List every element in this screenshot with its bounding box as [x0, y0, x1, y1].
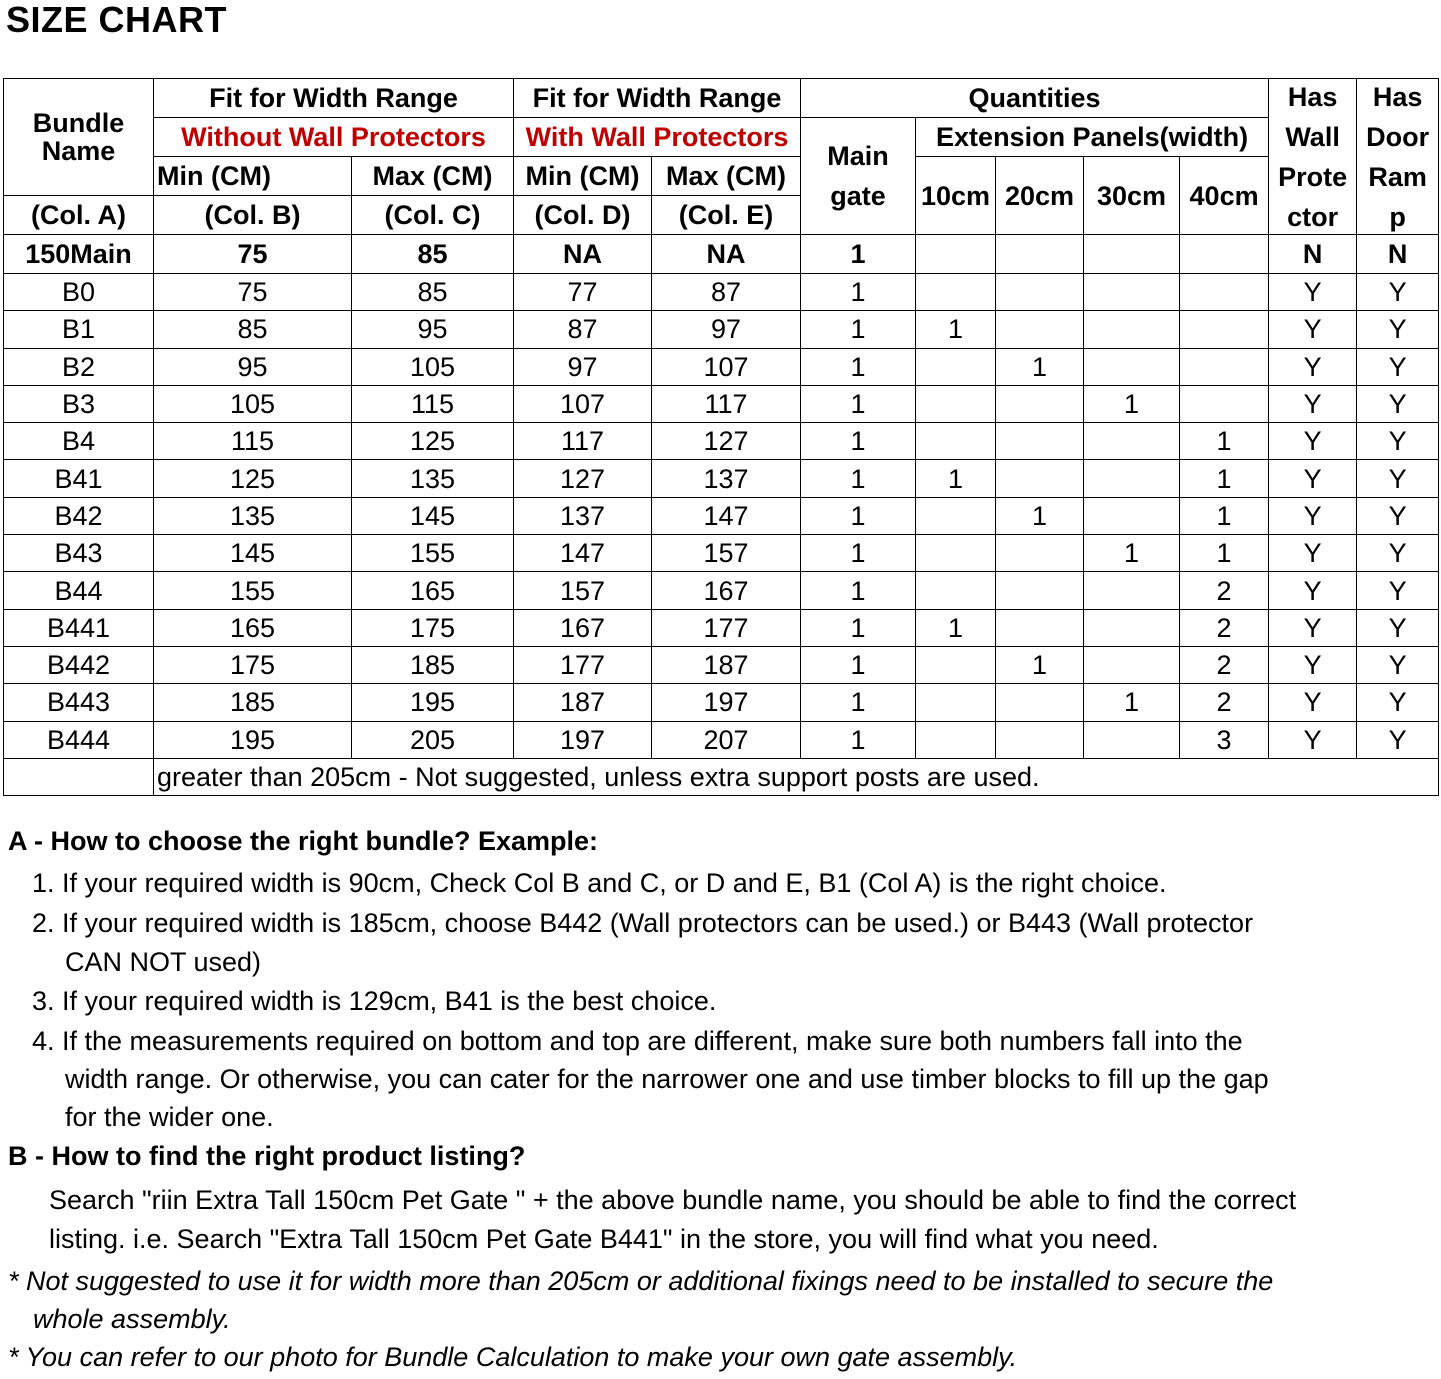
header-has-door-ramp: Has Door Ram p	[1357, 79, 1439, 235]
cell-max-without: 115	[352, 385, 514, 422]
cell-ext-30cm	[1084, 311, 1180, 348]
header-min-cm-b: Min (CM)	[154, 157, 352, 196]
cell-min-with: 107	[514, 385, 652, 422]
cell-min-with: 147	[514, 535, 652, 572]
cell-main-gate: 1	[801, 535, 916, 572]
section-b-line-2: listing. i.e. Search "Extra Tall 150cm Pet Gate B441" in the store, you will find what you need.	[49, 1224, 1159, 1254]
cell-min-with: 87	[514, 311, 652, 348]
cell-min-with: 137	[514, 497, 652, 534]
table-row	[4, 572, 1439, 609]
cell-max-without: 135	[352, 460, 514, 497]
cell-ext-40cm: 1	[1180, 423, 1269, 460]
cell-ext-20cm: 1	[996, 646, 1084, 683]
cell-ext-30cm	[1084, 572, 1180, 609]
table-row	[4, 274, 1439, 311]
cell-ext-20cm	[996, 311, 1084, 348]
cell-min-without: 145	[154, 535, 352, 572]
table-row	[4, 646, 1439, 683]
header-fit-range-without: Fit for Width Range	[154, 79, 514, 118]
header-col-d: (Col. D)	[514, 196, 652, 235]
cell-min-with: 157	[514, 572, 652, 609]
section-a-item-3: 3. If your required width is 129cm, B41 is the best choice.	[32, 986, 717, 1016]
cell-ext-20cm	[996, 385, 1084, 422]
table-row	[4, 460, 1439, 497]
cell-max-without: 205	[352, 721, 514, 758]
cell-ext-40cm: 2	[1180, 609, 1269, 646]
header-max-cm-e: Max (CM)	[652, 157, 801, 196]
cell-has-wall-protector: Y	[1269, 646, 1357, 683]
table-row	[4, 721, 1439, 758]
header-extension-panels: Extension Panels(width)	[916, 118, 1269, 157]
footer-note: greater than 205cm - Not suggested, unless extra support posts are used.	[154, 758, 1439, 795]
cell-main-gate: 1	[801, 646, 916, 683]
cell-ext-40cm: 2	[1180, 684, 1269, 721]
cell-ext-40cm: 2	[1180, 572, 1269, 609]
cell-max-with: 87	[652, 274, 801, 311]
cell-ext-10cm	[916, 646, 996, 683]
cell-main-gate: 1	[801, 572, 916, 609]
cell-has-door-ramp: Y	[1357, 535, 1439, 572]
cell-bundle-name: B2	[4, 348, 154, 385]
section-a-item-2-cont: CAN NOT used)	[65, 947, 262, 977]
table-row	[4, 497, 1439, 534]
cell-bundle-name: B3	[4, 385, 154, 422]
cell-has-door-ramp: Y	[1357, 497, 1439, 534]
cell-main-gate: 1	[801, 348, 916, 385]
table-row	[4, 348, 1439, 385]
cell-min-with: 77	[514, 274, 652, 311]
cell-bundle-name: B444	[4, 721, 154, 758]
page-title: SIZE CHART	[6, 0, 227, 40]
cell-ext-30cm: 1	[1084, 535, 1180, 572]
cell-bundle-name: B0	[4, 274, 154, 311]
footnote-1-cont: whole assembly.	[33, 1304, 231, 1334]
cell-ext-30cm	[1084, 348, 1180, 385]
cell-max-without: 165	[352, 572, 514, 609]
cell-ext-40cm: 1	[1180, 497, 1269, 534]
cell-ext-30cm: 1	[1084, 684, 1180, 721]
cell-has-wall-protector: Y	[1269, 609, 1357, 646]
cell-ext-20cm	[996, 572, 1084, 609]
cell-ext-20cm	[996, 721, 1084, 758]
cell-main-gate: 1	[801, 684, 916, 721]
table-row	[4, 609, 1439, 646]
cell-ext-20cm	[996, 235, 1084, 274]
cell-ext-20cm	[996, 460, 1084, 497]
cell-ext-10cm: 1	[916, 609, 996, 646]
header-ext-30cm: 30cm	[1084, 157, 1180, 235]
header-ext-10cm: 10cm	[916, 157, 996, 235]
table-row	[4, 235, 1439, 274]
table-row	[4, 684, 1439, 721]
cell-ext-10cm	[916, 721, 996, 758]
cell-ext-20cm	[996, 535, 1084, 572]
cell-ext-40cm	[1180, 235, 1269, 274]
cell-ext-30cm	[1084, 460, 1180, 497]
cell-ext-20cm: 1	[996, 497, 1084, 534]
cell-max-without: 155	[352, 535, 514, 572]
cell-ext-40cm: 1	[1180, 535, 1269, 572]
header-ext-40cm: 40cm	[1180, 157, 1269, 235]
section-a-item-2: 2. If your required width is 185cm, choose B442 (Wall protectors can be used.) or B443 (Wall protector	[32, 908, 1254, 938]
cell-has-wall-protector: Y	[1269, 348, 1357, 385]
cell-min-without: 95	[154, 348, 352, 385]
cell-main-gate: 1	[801, 274, 916, 311]
cell-has-door-ramp: Y	[1357, 609, 1439, 646]
cell-ext-40cm	[1180, 385, 1269, 422]
cell-has-door-ramp: Y	[1357, 460, 1439, 497]
cell-has-door-ramp: Y	[1357, 721, 1439, 758]
section-b-heading: B - How to find the right product listing?	[8, 1141, 526, 1171]
section-a-item-4-cont-2: for the wider one.	[65, 1102, 274, 1132]
cell-bundle-name: B42	[4, 497, 154, 534]
cell-has-door-ramp: N	[1357, 235, 1439, 274]
cell-max-with: 187	[652, 646, 801, 683]
header-min-cm-d: Min (CM)	[514, 157, 652, 196]
header-col-e: (Col. E)	[652, 196, 801, 235]
cell-has-door-ramp: Y	[1357, 311, 1439, 348]
cell-has-door-ramp: Y	[1357, 385, 1439, 422]
cell-min-without: 75	[154, 235, 352, 274]
cell-ext-10cm	[916, 572, 996, 609]
cell-has-wall-protector: Y	[1269, 423, 1357, 460]
cell-min-with: 187	[514, 684, 652, 721]
cell-min-without: 185	[154, 684, 352, 721]
cell-ext-10cm: 1	[916, 460, 996, 497]
cell-min-with: NA	[514, 235, 652, 274]
section-a-heading: A - How to choose the right bundle? Example:	[8, 826, 599, 856]
section-a-item-4-cont-1: width range. Or otherwise, you can cater for the narrower one and use timber blocks to fill up the gap	[65, 1064, 1269, 1094]
cell-main-gate: 1	[801, 721, 916, 758]
cell-min-with: 177	[514, 646, 652, 683]
cell-ext-30cm	[1084, 497, 1180, 534]
cell-ext-10cm	[916, 274, 996, 311]
table-row	[4, 311, 1439, 348]
cell-ext-10cm	[916, 684, 996, 721]
cell-ext-20cm	[996, 609, 1084, 646]
cell-has-wall-protector: Y	[1269, 572, 1357, 609]
cell-ext-30cm	[1084, 235, 1180, 274]
cell-bundle-name: B44	[4, 572, 154, 609]
cell-has-door-ramp: Y	[1357, 646, 1439, 683]
cell-has-wall-protector: Y	[1269, 311, 1357, 348]
cell-ext-20cm: 1	[996, 348, 1084, 385]
cell-ext-30cm	[1084, 646, 1180, 683]
cell-bundle-name: B41	[4, 460, 154, 497]
cell-max-without: 195	[352, 684, 514, 721]
cell-min-without: 85	[154, 311, 352, 348]
cell-main-gate: 1	[801, 460, 916, 497]
cell-max-with: NA	[652, 235, 801, 274]
header-without-wall-protectors: Without Wall Protectors	[154, 118, 514, 157]
cell-main-gate: 1	[801, 385, 916, 422]
cell-bundle-name: B1	[4, 311, 154, 348]
cell-ext-40cm: 2	[1180, 646, 1269, 683]
table-body	[4, 235, 1439, 759]
cell-max-with: 177	[652, 609, 801, 646]
cell-ext-10cm: 1	[916, 311, 996, 348]
table-row	[4, 535, 1439, 572]
cell-ext-10cm	[916, 235, 996, 274]
cell-max-with: 137	[652, 460, 801, 497]
cell-max-without: 125	[352, 423, 514, 460]
cell-ext-40cm	[1180, 348, 1269, 385]
cell-max-with: 157	[652, 535, 801, 572]
cell-main-gate: 1	[801, 609, 916, 646]
header-col-c: (Col. C)	[352, 196, 514, 235]
cell-ext-40cm: 1	[1180, 460, 1269, 497]
cell-min-with: 97	[514, 348, 652, 385]
header-main-gate: Main gate	[801, 118, 916, 235]
cell-main-gate: 1	[801, 311, 916, 348]
table-row	[4, 423, 1439, 460]
cell-ext-30cm	[1084, 609, 1180, 646]
cell-main-gate: 1	[801, 423, 916, 460]
cell-ext-10cm	[916, 385, 996, 422]
cell-has-wall-protector: N	[1269, 235, 1357, 274]
cell-ext-30cm	[1084, 721, 1180, 758]
cell-max-with: 147	[652, 497, 801, 534]
cell-has-door-ramp: Y	[1357, 572, 1439, 609]
cell-min-without: 195	[154, 721, 352, 758]
cell-max-without: 105	[352, 348, 514, 385]
cell-max-with: 107	[652, 348, 801, 385]
cell-ext-30cm	[1084, 423, 1180, 460]
cell-max-without: 85	[352, 274, 514, 311]
cell-ext-20cm	[996, 423, 1084, 460]
cell-has-wall-protector: Y	[1269, 684, 1357, 721]
size-chart-table	[3, 78, 1439, 796]
cell-main-gate: 1	[801, 235, 916, 274]
cell-bundle-name: B4	[4, 423, 154, 460]
cell-min-with: 127	[514, 460, 652, 497]
footer-empty-cell	[4, 758, 154, 795]
header-col-a: (Col. A)	[4, 196, 154, 235]
cell-max-without: 145	[352, 497, 514, 534]
cell-ext-40cm	[1180, 274, 1269, 311]
cell-max-without: 85	[352, 235, 514, 274]
cell-bundle-name: B443	[4, 684, 154, 721]
cell-max-with: 127	[652, 423, 801, 460]
header-quantities: Quantities	[801, 79, 1269, 118]
cell-max-without: 175	[352, 609, 514, 646]
cell-ext-10cm	[916, 535, 996, 572]
footnote-1: * Not suggested to use it for width more than 205cm or additional fixings need to be installed to secure the	[8, 1266, 1274, 1296]
cell-min-without: 175	[154, 646, 352, 683]
cell-max-with: 117	[652, 385, 801, 422]
cell-ext-30cm: 1	[1084, 385, 1180, 422]
cell-has-door-ramp: Y	[1357, 423, 1439, 460]
cell-has-wall-protector: Y	[1269, 460, 1357, 497]
cell-min-with: 167	[514, 609, 652, 646]
cell-ext-40cm	[1180, 311, 1269, 348]
cell-bundle-name: 150Main	[4, 235, 154, 274]
cell-min-without: 135	[154, 497, 352, 534]
cell-min-without: 75	[154, 274, 352, 311]
cell-max-with: 207	[652, 721, 801, 758]
header-fit-range-with: Fit for Width Range	[514, 79, 801, 118]
cell-has-door-ramp: Y	[1357, 348, 1439, 385]
footnote-2: * You can refer to our photo for Bundle Calculation to make your own gate assembly.	[8, 1342, 1018, 1372]
cell-has-wall-protector: Y	[1269, 274, 1357, 311]
header-max-cm-c: Max (CM)	[352, 157, 514, 196]
cell-max-with: 97	[652, 311, 801, 348]
header-col-b: (Col. B)	[154, 196, 352, 235]
cell-main-gate: 1	[801, 497, 916, 534]
section-b-line-1: Search "riin Extra Tall 150cm Pet Gate " + the above bundle name, you should be able to find the correct	[49, 1185, 1297, 1215]
header-ext-20cm: 20cm	[996, 157, 1084, 235]
cell-has-wall-protector: Y	[1269, 385, 1357, 422]
section-a-item-4: 4. If the measurements required on bottom and top are different, make sure both numbers fall into the	[32, 1026, 1243, 1056]
cell-ext-30cm	[1084, 274, 1180, 311]
cell-max-without: 95	[352, 311, 514, 348]
cell-ext-10cm	[916, 497, 996, 534]
cell-min-without: 155	[154, 572, 352, 609]
cell-max-with: 197	[652, 684, 801, 721]
cell-min-without: 105	[154, 385, 352, 422]
cell-bundle-name: B43	[4, 535, 154, 572]
cell-ext-10cm	[916, 423, 996, 460]
cell-min-with: 117	[514, 423, 652, 460]
cell-min-without: 165	[154, 609, 352, 646]
cell-min-without: 125	[154, 460, 352, 497]
cell-ext-40cm: 3	[1180, 721, 1269, 758]
header-with-wall-protectors: With Wall Protectors	[514, 118, 801, 157]
cell-has-door-ramp: Y	[1357, 274, 1439, 311]
cell-min-with: 197	[514, 721, 652, 758]
header-bundle-name: Bundle Name	[4, 79, 154, 196]
cell-has-wall-protector: Y	[1269, 535, 1357, 572]
cell-max-without: 185	[352, 646, 514, 683]
cell-min-without: 115	[154, 423, 352, 460]
cell-max-with: 167	[652, 572, 801, 609]
table-row	[4, 385, 1439, 422]
cell-bundle-name: B441	[4, 609, 154, 646]
cell-bundle-name: B442	[4, 646, 154, 683]
section-a-item-1: 1. If your required width is 90cm, Check Col B and C, or D and E, B1 (Col A) is the right choice.	[32, 868, 1167, 898]
cell-ext-10cm	[916, 348, 996, 385]
cell-ext-20cm	[996, 684, 1084, 721]
cell-ext-20cm	[996, 274, 1084, 311]
cell-has-wall-protector: Y	[1269, 497, 1357, 534]
cell-has-door-ramp: Y	[1357, 684, 1439, 721]
header-has-wall-protector: Has Wall Prote ctor	[1269, 79, 1357, 235]
cell-has-wall-protector: Y	[1269, 721, 1357, 758]
